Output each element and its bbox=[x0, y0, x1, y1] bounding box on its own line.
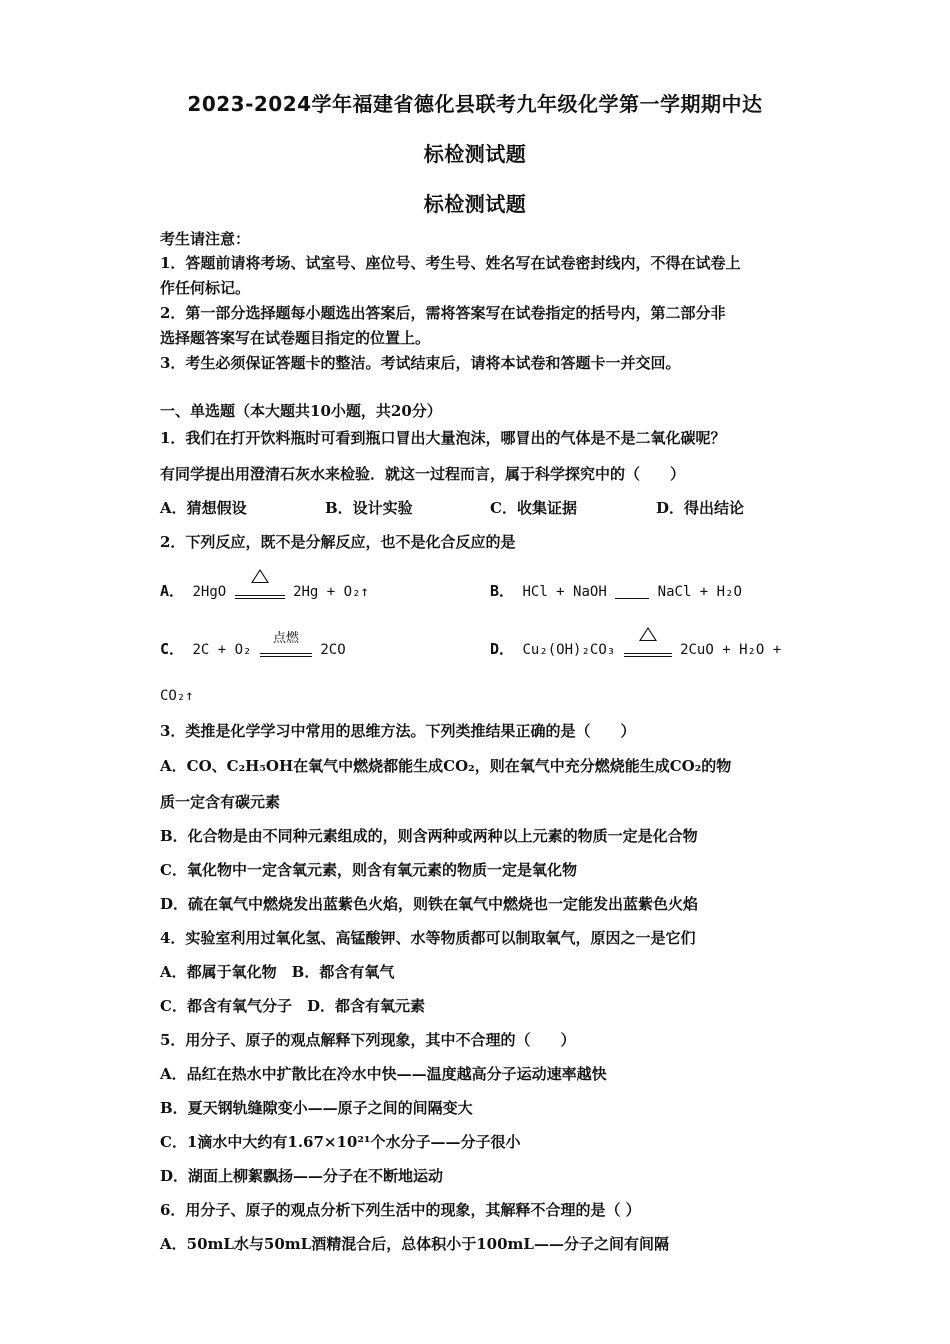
exam-title-line2: 标检测试题 bbox=[423, 142, 527, 166]
equals-sign bbox=[615, 581, 649, 601]
q2-stem: 2．下列反应，既不是分解反应，也不是化合反应的是 bbox=[160, 533, 516, 551]
q4-options-ab: A．都属于氧化物 B．都含有氧气 bbox=[160, 963, 395, 981]
exam-title-line3: 标检测试题 bbox=[423, 192, 527, 216]
q2-option-c bbox=[160, 631, 346, 659]
q2-option-a-products: 2Hg + O₂↑ bbox=[293, 584, 369, 600]
exam-title-line1: 2023-2024学年福建省德化县联考九年级化学第一学期期中达 bbox=[187, 92, 763, 116]
q2-option-b-reactants: HCl + NaOH bbox=[522, 584, 607, 600]
q3-option-a-a: A．CO、C₂H₅OH在氧气中燃烧都能生成CO₂，则在氧气中充分燃烧能生成CO₂的物 bbox=[160, 757, 732, 775]
q2-option-a-label: A． bbox=[160, 582, 185, 600]
q1-option-d: D．得出结论 bbox=[656, 499, 745, 517]
heat-condition-sign bbox=[235, 581, 285, 601]
q3-option-b: B．化合物是由不同种元素组成的，则含两种或两种以上元素的物质一定是化合物 bbox=[160, 827, 698, 845]
q5-option-b: B．夏天钢轨缝隙变小——原子之间的间隔变大 bbox=[160, 1099, 473, 1117]
q1-option-b: B．设计实验 bbox=[325, 499, 413, 517]
q5-option-a: A．品红在热水中扩散比在冷水中快——温度越高分子运动速率越快 bbox=[160, 1065, 607, 1083]
q2-option-a bbox=[160, 580, 369, 601]
q5-option-c: C．1滴水中大约有1.67×10²¹个水分子——分子很小 bbox=[160, 1133, 521, 1151]
q2-option-b-products: NaCl + H₂O bbox=[657, 584, 742, 600]
q1-stem-b: 有同学提出用澄清石灰水来检验．就这一过程而言，属于科学探究中的（ ） bbox=[160, 465, 686, 483]
notice-item-2a: 2．第一部分选择题每小题选出答案后，需将答案写在试卷指定的括号内，第二部分非 bbox=[160, 304, 726, 322]
notice-item-2b: 选择题答案写在试卷题目指定的位置上。 bbox=[160, 329, 431, 347]
triangle-heat-icon bbox=[251, 569, 269, 583]
q3-stem: 3．类推是化学学习中常用的思维方法。下列类推结果正确的是（ ） bbox=[160, 722, 636, 740]
q2-option-b-label: B． bbox=[490, 582, 515, 600]
q2-option-d bbox=[490, 638, 781, 659]
q4-options-cd: C．都含有氧气分子 D．都含有氧元素 bbox=[160, 997, 425, 1015]
notice-heading: 考生请注意： bbox=[160, 230, 251, 248]
q2-option-d-label: D． bbox=[490, 640, 515, 658]
q3-option-d: D．硫在氧气中燃烧发出蓝紫色火焰，则铁在氧气中燃烧也一定能发出蓝紫色火焰 bbox=[160, 895, 699, 913]
q2-option-b bbox=[490, 580, 742, 601]
q4-stem: 4．实验室利用过氧化氢、高锰酸钾、水等物质都可以制取氧气，原因之一是它们 bbox=[160, 929, 696, 947]
heat-condition-sign bbox=[624, 639, 672, 659]
q5-stem: 5．用分子、原子的观点解释下列现象，其中不合理的（ ） bbox=[160, 1031, 576, 1049]
q6-option-a: A．50mL水与50mL酒精混合后，总体积小于100mL——分子之间有间隔 bbox=[160, 1235, 669, 1253]
triangle-heat-icon bbox=[639, 627, 657, 641]
section-heading: 一、单选题（本大题共10小题，共20分） bbox=[160, 402, 442, 420]
notice-item-1a: 1．答题前请将考场、试室号、座位号、考生号、姓名写在试卷密封线内，不得在试卷上 bbox=[160, 254, 741, 272]
q1-option-c: C．收集证据 bbox=[490, 499, 577, 517]
q2-option-c-products: 2CO bbox=[320, 642, 346, 658]
q3-option-a-b: 质一定含有碳元素 bbox=[160, 793, 281, 811]
notice-item-3: 3．考生必须保证答题卡的整洁。考试结束后，请将本试卷和答题卡一并交回。 bbox=[160, 354, 681, 372]
q2-option-c-label: C． bbox=[160, 640, 185, 658]
q6-stem: 6．用分子、原子的观点分析下列生活中的现象，其解释不合理的是（ ） bbox=[160, 1201, 641, 1219]
q2-option-d-continued: CO₂↑ bbox=[160, 688, 194, 704]
notice-item-1b: 作任何标记。 bbox=[160, 279, 251, 297]
q1-stem-a: 1．我们在打开饮料瓶时可看到瓶口冒出大量泡沫，哪冒出的气体是不是二氧化碳呢？ bbox=[160, 429, 726, 447]
q2-option-c-reactants: 2C + O₂ bbox=[192, 642, 252, 658]
q1-option-a: A．猜想假设 bbox=[160, 499, 247, 517]
q2-option-d-products: 2CuO + H₂O + bbox=[680, 642, 782, 658]
q2-option-d-reactants: Cu₂(OH)₂CO₃ bbox=[522, 642, 616, 658]
ignite-label: 点燃 bbox=[272, 631, 299, 646]
q3-option-c: C．氧化物中一定含氧元素，则含有氧元素的物质一定是氧化物 bbox=[160, 861, 577, 879]
q5-option-d: D．湖面上柳絮飘扬——分子在不断地运动 bbox=[160, 1167, 444, 1185]
q2-option-a-reactants: 2HgO bbox=[192, 584, 227, 600]
ignite-condition-sign bbox=[260, 631, 312, 659]
